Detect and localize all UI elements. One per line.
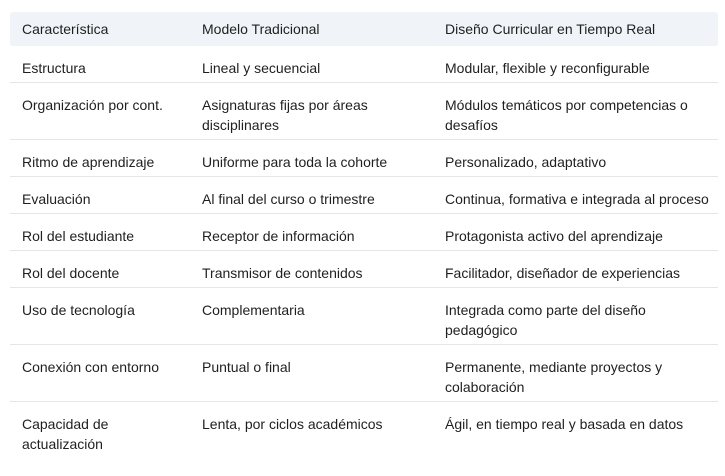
cell-feature: Estructura: [22, 60, 86, 76]
cell-realtime: Modular, flexible y reconfigurable: [445, 60, 650, 76]
table-row: [10, 177, 718, 214]
cell-realtime: Permanente, mediante proyectos y colaboración: [445, 359, 663, 395]
cell-traditional: Lenta, por ciclos académicos: [202, 416, 383, 432]
cell-realtime: Facilitador, diseñador de experiencias: [445, 265, 681, 281]
cell-feature: Organización por cont.: [22, 97, 163, 113]
comparison-table: [10, 12, 718, 458]
header-caracteristica: Característica: [22, 21, 109, 37]
cell-feature: Capacidad de actualización: [22, 416, 109, 452]
cell-realtime: Integrada como parte del diseño pedagógico: [445, 302, 646, 338]
table-row: [10, 140, 718, 177]
table-row: [10, 251, 718, 288]
cell-traditional: Transmisor de contenidos: [202, 265, 363, 281]
cell-traditional: Al final del curso o trimestre: [202, 191, 375, 207]
cell-traditional: Uniforme para toda la cohorte: [202, 154, 388, 170]
table-row: [10, 214, 718, 251]
cell-traditional: Lineal y secuencial: [202, 60, 321, 76]
table-row: [10, 402, 718, 458]
cell-traditional: Complementaria: [202, 302, 305, 318]
cell-feature: Conexión con entorno: [22, 359, 159, 375]
table-row: [10, 345, 718, 402]
cell-feature: Uso de tecnología: [22, 302, 135, 318]
cell-feature: Evaluación: [22, 191, 91, 207]
cell-feature: Rol del estudiante: [22, 228, 135, 244]
cell-feature: Rol del docente: [22, 265, 120, 281]
cell-realtime: Protagonista activo del aprendizaje: [445, 228, 663, 244]
cell-feature: Ritmo de aprendizaje: [22, 154, 155, 170]
table-header: [10, 12, 718, 46]
cell-realtime: Continua, formativa e integrada al proceso: [445, 191, 709, 207]
table-row: [10, 83, 718, 140]
cell-realtime: Módulos temáticos por competencias o desafíos: [445, 97, 688, 133]
header-modelo-tradicional: Modelo Tradicional: [202, 21, 320, 37]
header-diseno-curricular: Diseño Curricular en Tiempo Real: [445, 21, 656, 37]
cell-traditional: Receptor de información: [202, 228, 355, 244]
cell-realtime: Ágil, en tiempo real y basada en datos: [445, 416, 684, 432]
cell-realtime: Personalizado, adaptativo: [445, 154, 607, 170]
cell-traditional: Asignaturas fijas por áreas disciplinares: [202, 97, 368, 133]
table-row: [10, 46, 718, 83]
table-row: [10, 288, 718, 345]
cell-traditional: Puntual o final: [202, 359, 291, 375]
